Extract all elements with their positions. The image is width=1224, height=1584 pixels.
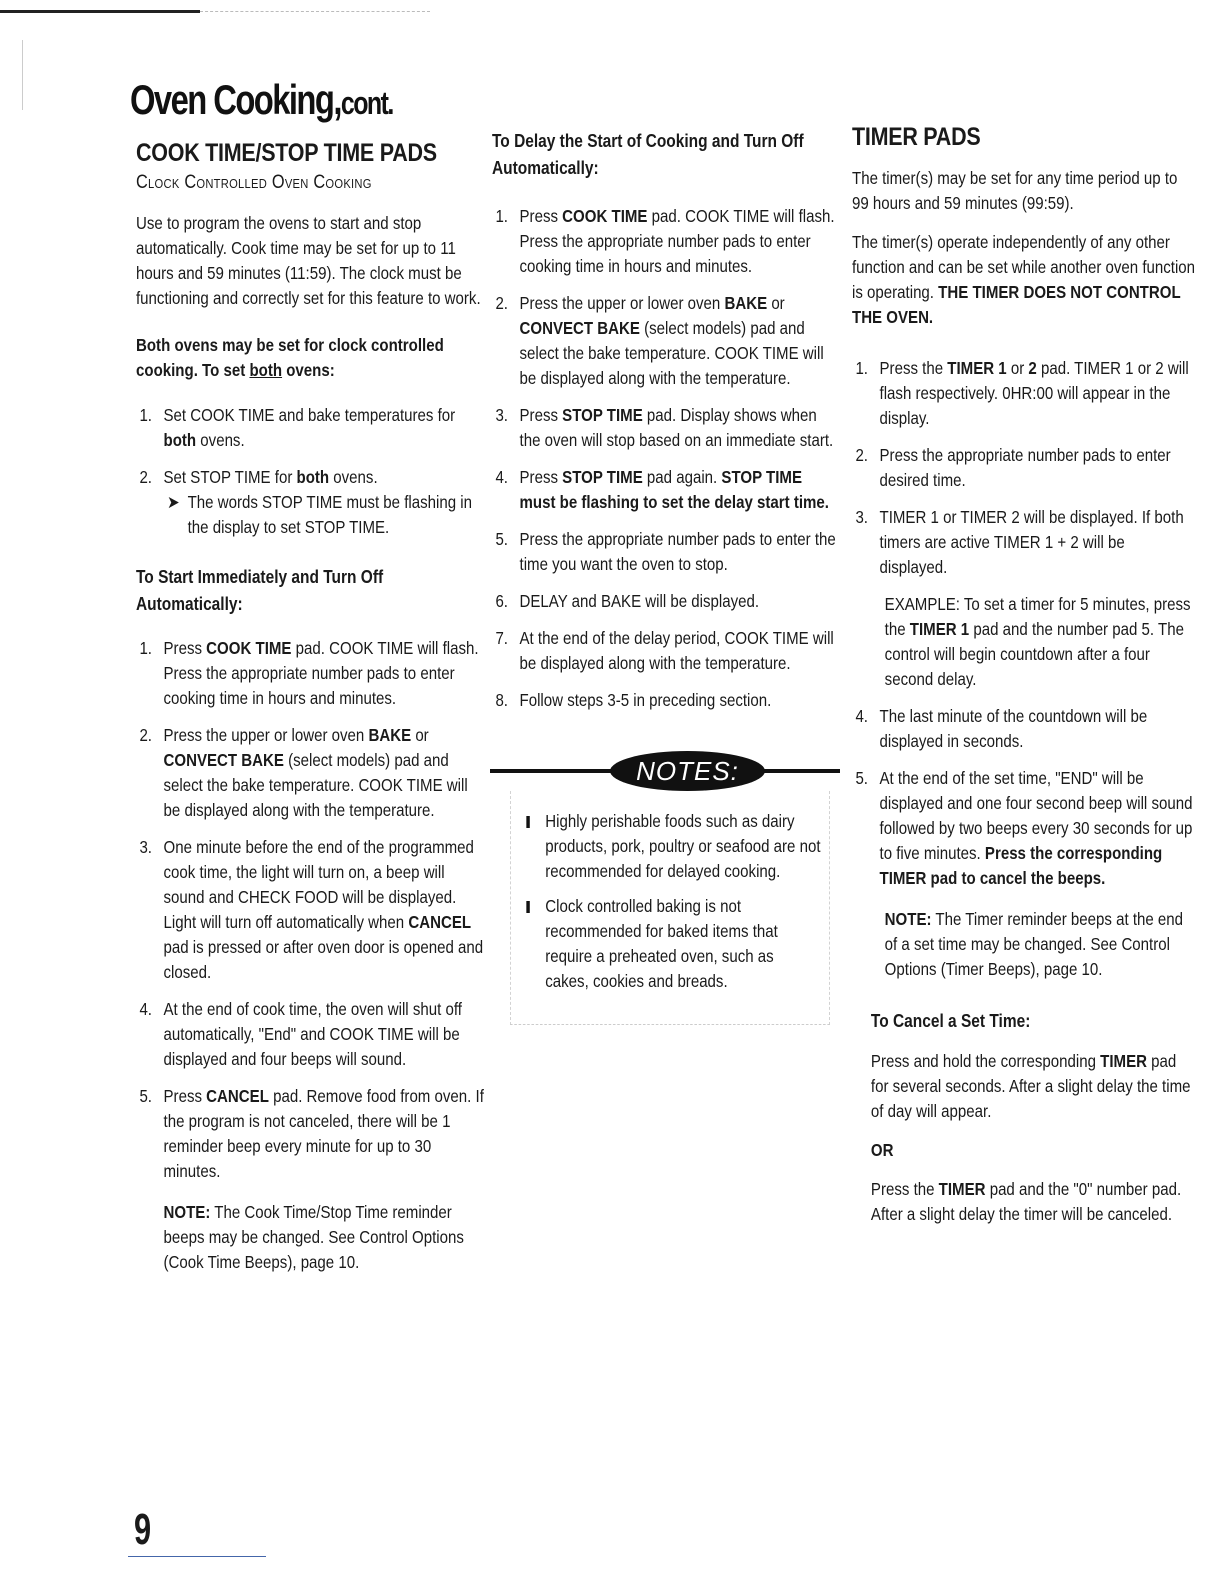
both-ovens-steps — [136, 403, 485, 540]
or-separator: OR — [870, 1140, 894, 1160]
list-item: 7. At the end of the delay period, COOK TIME will be displayed along with the temperature. — [495, 628, 834, 673]
timer-steps-continued — [852, 704, 1196, 891]
list-item: 4. At the end of cook time, the oven will shut off automatically, "End" and COOK TIME will be displayed and four beeps will sound. — [139, 999, 462, 1069]
start-immediately-steps — [136, 636, 485, 1184]
list-item: 1. Press COOK TIME pad. COOK TIME will flash. Press the appropriate number pads to enter cooking time in hours and minutes. — [139, 638, 479, 708]
footer-rule — [128, 1556, 266, 1557]
list-item: 5. Press CANCEL pad. Remove food from oven. If the program is not canceled, there will be 1 reminder beep every minute for up to 30 minutes. — [139, 1086, 484, 1181]
list-item: 1. Set COOK TIME and bake temperatures for both ovens. — [139, 405, 456, 450]
top-rule — [0, 10, 200, 13]
both-ovens-intro: Both ovens may be set for clock controlled cooking. To set both ovens: — [136, 335, 444, 380]
list-item: 6. DELAY and BAKE will be displayed. — [495, 591, 760, 611]
list-item: Highly perishable foods such as dairy products, pork, poultry or seafood are not recommended for delayed cooking. — [526, 809, 820, 884]
cancel-heading: To Cancel a Set Time: — [870, 1011, 1031, 1031]
sub-note: ➤ The words STOP TIME must be flashing in the display to set STOP TIME. — [166, 492, 473, 537]
list-item: Clock controlled baking is not recommended for baked items that require a preheated oven, such as cakes, cookies and breads. — [526, 894, 820, 994]
timer-note: NOTE: The Timer reminder beeps at the end of a set time may be changed. See Control Options (Timer Beeps), page 10. — [884, 909, 1184, 979]
list-item: 3. One minute before the end of the programmed cook time, the light will turn on, a beep will sound and CHECK FOOD will be displayed. Light will turn off automatically when CANCEL pad is pressed or after oven door is opened and closed. — [139, 837, 484, 982]
bullet-icon — [526, 901, 529, 913]
list-item: 2. Press the upper or lower oven BAKE or CONVECT BAKE (select models) pad and select the bake temperature. COOK TIME will be displayed along with the temperature. — [139, 725, 468, 820]
column-delay-start — [492, 128, 837, 1025]
column-cook-stop-time — [136, 138, 486, 1289]
delay-start-heading: To Delay the Start of Cooking and Turn Off Automatically: — [492, 131, 804, 178]
list-item: 1. Press COOK TIME pad. COOK TIME will flash. Press the appropriate number pads to enter cooking time in hours and minutes. — [495, 206, 835, 276]
arrow-icon: ➤ — [166, 492, 180, 512]
list-item: 8. Follow steps 3-5 in preceding section. — [495, 690, 772, 710]
top-rule-dashed — [200, 11, 430, 12]
timer-intro-1: The timer(s) may be set for any time period up to 99 hours and 59 minutes (99:59). — [852, 168, 1178, 213]
list-item: 3. TIMER 1 or TIMER 2 will be displayed. If both timers are active TIMER 1 + 2 will be displayed. — [855, 507, 1184, 577]
bullet-icon — [526, 816, 529, 828]
notes-banner — [510, 751, 830, 791]
notes-body — [510, 791, 830, 1025]
list-item: 3. Press STOP TIME pad. Display shows when the oven will stop based on an immediate start. — [495, 405, 834, 450]
list-item: 1. Press the TIMER 1 or 2 pad. TIMER 1 or 2 will flash respectively. 0HR:00 will appear in the display. — [855, 358, 1189, 428]
start-immediately-heading: To Start Immediately and Turn Off Automatically: — [136, 567, 384, 614]
list-item: 4. Press STOP TIME pad again. STOP TIME must be flashing to set the delay start time. — [495, 467, 829, 512]
notes-label: NOTES: — [610, 751, 765, 791]
notes-box — [510, 751, 830, 1025]
section-heading-cook-stop: COOK TIME/STOP TIME PADS — [136, 139, 437, 167]
list-item: 2. Press the upper or lower oven BAKE or CONVECT BAKE (select models) pad and select the bake temperature. COOK TIME will be displayed along with the temperature. — [495, 293, 824, 388]
delay-start-steps — [492, 204, 836, 713]
list-item: 4. The last minute of the countdown will be displayed in seconds. — [855, 706, 1148, 751]
cancel-instruction-1: Press and hold the corresponding TIMER pad for several seconds. After a slight delay the time of day will appear. — [870, 1051, 1191, 1121]
page-number: 9 — [134, 1505, 152, 1554]
intro-paragraph: Use to program the ovens to start and stop automatically. Cook time may be set for up to 11 hours and 59 minutes (11:59). The clock must be functioning and correctly set for this feature to work. — [136, 213, 481, 308]
timer-steps — [852, 356, 1196, 580]
title-cont: cont. — [340, 85, 393, 121]
margin-mark — [22, 40, 23, 110]
cook-time-note: NOTE: The Cook Time/Stop Time reminder beeps may be changed. See Control Options (Cook Time Beeps), page 10. — [163, 1202, 464, 1272]
column-timer-pads — [852, 122, 1197, 1241]
cancel-instruction-2: Press the TIMER pad and the "0" number pad. After a slight delay the timer will be canceled. — [870, 1179, 1182, 1224]
list-item: 2. Set STOP TIME for both ovens. ➤ The words STOP TIME must be flashing in the display to set STOP TIME. — [136, 465, 485, 540]
timer-intro-2: The timer(s) operate independently of any other function and can be set while another oven function is operating. THE TIMER DOES NOT CONTROL THE OVEN. — [852, 232, 1196, 327]
section-heading-timer: TIMER PADS — [852, 123, 981, 151]
timer-example: EXAMPLE: To set a timer for 5 minutes, press the TIMER 1 pad and the number pad 5. The control will begin countdown after a four second delay. — [884, 594, 1191, 689]
list-item: 2. Press the appropriate number pads to enter desired time. — [855, 445, 1171, 490]
list-item: 5. At the end of the set time, "END" will be displayed and one four second beep will sound followed by two beeps every 30 seconds for up to five minutes. Press the corresponding TIMER pad to cancel the beeps. — [855, 768, 1193, 888]
section-subheading: Clock Controlled Oven Cooking — [136, 172, 372, 193]
page-title: Oven Cooking,cont. — [130, 76, 393, 123]
list-item: 5. Press the appropriate number pads to enter the time you want the oven to stop. — [495, 529, 836, 574]
